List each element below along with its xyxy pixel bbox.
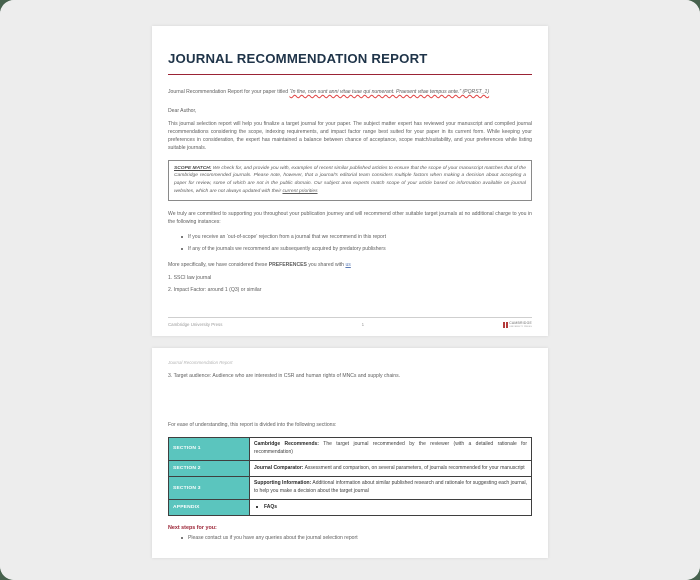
paper-title: “In fine, non sunt anni vitae tuae qui numerant. Praesent vitae tempus ante.” (PQRST_1) — [289, 89, 490, 96]
page-1-footer — [168, 317, 532, 328]
commitment-paragraph: We truly are committed to supporting you throughout your publication journey and will recommend other suitable target journals at no additional charge to you in the following instances: — [168, 210, 532, 225]
commitment-bullet-list — [168, 233, 532, 253]
list-item: 2. Impact Factor: around 1 (Q3) or similar — [168, 286, 262, 293]
section-description — [250, 437, 532, 461]
running-head: Journal Recommendation Report — [168, 360, 233, 365]
section-label: SECTION 1 — [169, 437, 250, 461]
section-body: Additional information about similar published research and rationale for suggesting each journal, to help you make a decision about the target journal — [254, 480, 528, 494]
table-row — [169, 437, 532, 461]
contact-us-link[interactable]: us — [345, 262, 351, 269]
preferences-list — [168, 274, 532, 294]
body-paragraph: This journal selection report will help you finalize a target journal for your paper. The subject matter expert has reviewed your manuscript and compiled journal recommendations considering the scope, indexing requirements, and impact factor range best suited for your paper in its current form. While keeping your preferences in consideration, the expert has maintained a balance between chance of acceptance, scope match/suitability, and your preferences while listing suitable journals. — [168, 120, 532, 152]
list-item: Please contact us if you have any queries about the journal selection report — [188, 534, 532, 542]
section-description — [250, 461, 532, 477]
section-label: SECTION 2 — [169, 461, 250, 477]
cambridge-logo — [503, 322, 532, 328]
table-row — [169, 500, 532, 516]
logo-line-1: CAMBRIDGE — [509, 320, 532, 325]
preferences-lead-middle: you shared with — [306, 262, 346, 269]
intro-prefix: Journal Recommendation Report for your paper titled — [168, 89, 290, 96]
scope-match-box — [168, 160, 532, 201]
section-label: SECTION 3 — [169, 476, 250, 500]
section-description — [250, 500, 532, 516]
section-heading: Journal Comparator: — [254, 464, 304, 471]
title-divider — [168, 74, 532, 76]
section-label: APPENDIX — [169, 500, 250, 516]
footer-row — [168, 322, 532, 328]
shield-icon — [503, 322, 508, 328]
section-heading: FAQs — [254, 504, 277, 510]
footer-publisher: Cambridge University Press — [168, 322, 223, 328]
scope-match-label: SCOPE MATCH: — [174, 165, 212, 171]
footer-page-number: 1 — [361, 322, 365, 328]
list-item: If you receive an ‘out-of-scope’ rejection from a journal that we recommend in this report — [188, 233, 532, 241]
document-page-2 — [152, 348, 548, 558]
scope-match-text — [174, 165, 526, 196]
logo-line-2: UNIVERSITY PRESS — [509, 325, 532, 328]
cambridge-logo-text — [509, 322, 532, 328]
intro-line — [168, 88, 532, 96]
list-item: 1. SSCI law journal — [168, 274, 212, 281]
preferences-lead-prefix: More specifically, we have considered these — [168, 262, 269, 269]
salutation: Dear Author, — [168, 108, 197, 115]
table-row — [169, 461, 532, 477]
preferences-keyword: PREFERENCES — [268, 262, 307, 269]
next-steps-list — [168, 534, 532, 542]
section-description — [250, 476, 532, 500]
sections-lead: For ease of understanding, this report is divided into the following sections: — [168, 422, 337, 429]
page-2-content — [168, 348, 532, 542]
document-page-1 — [152, 26, 548, 336]
scope-match-emphasis: current priorities — [282, 188, 318, 194]
page-1-content — [168, 26, 532, 298]
spacer — [168, 387, 532, 421]
next-steps-title: Next steps for you: — [168, 525, 217, 531]
sections-table — [168, 437, 532, 517]
list-item: If any of the journals we recommend are subsequently acquired by predatory publishers — [188, 245, 532, 253]
section-body: Assessment and comparison, on several parameters, of journals recommended for your manuscript — [303, 464, 525, 471]
preferences-lead — [168, 261, 532, 269]
page-title: JOURNAL RECOMMENDATION REPORT — [168, 51, 428, 66]
section-heading: Supporting Information: — [254, 480, 312, 487]
scope-match-body: We check for, and provide you with, examples of recent similar published articles to ensure that the scope of your manuscript matches that of the Cambridge recommended journals. Please note, however, that a journal’s editorial team considers multiple factors when making a decision about accepting a paper for review, some of which are not in the public domain. Our subject area experts match scope of your article based on information available on journal websites, which are not always updated with their — [174, 165, 526, 194]
preference-item-3: 3. Target audience: Audience who are interested in CSR and human rights of MNCs and supply chains. — [168, 373, 401, 379]
table-row — [169, 476, 532, 500]
footer-divider — [168, 317, 532, 318]
section-heading: Cambridge Recommends: — [254, 441, 319, 447]
section-body: The target journal recommended by the reviewer (with a detailed rationale for recommendation) — [254, 441, 527, 455]
